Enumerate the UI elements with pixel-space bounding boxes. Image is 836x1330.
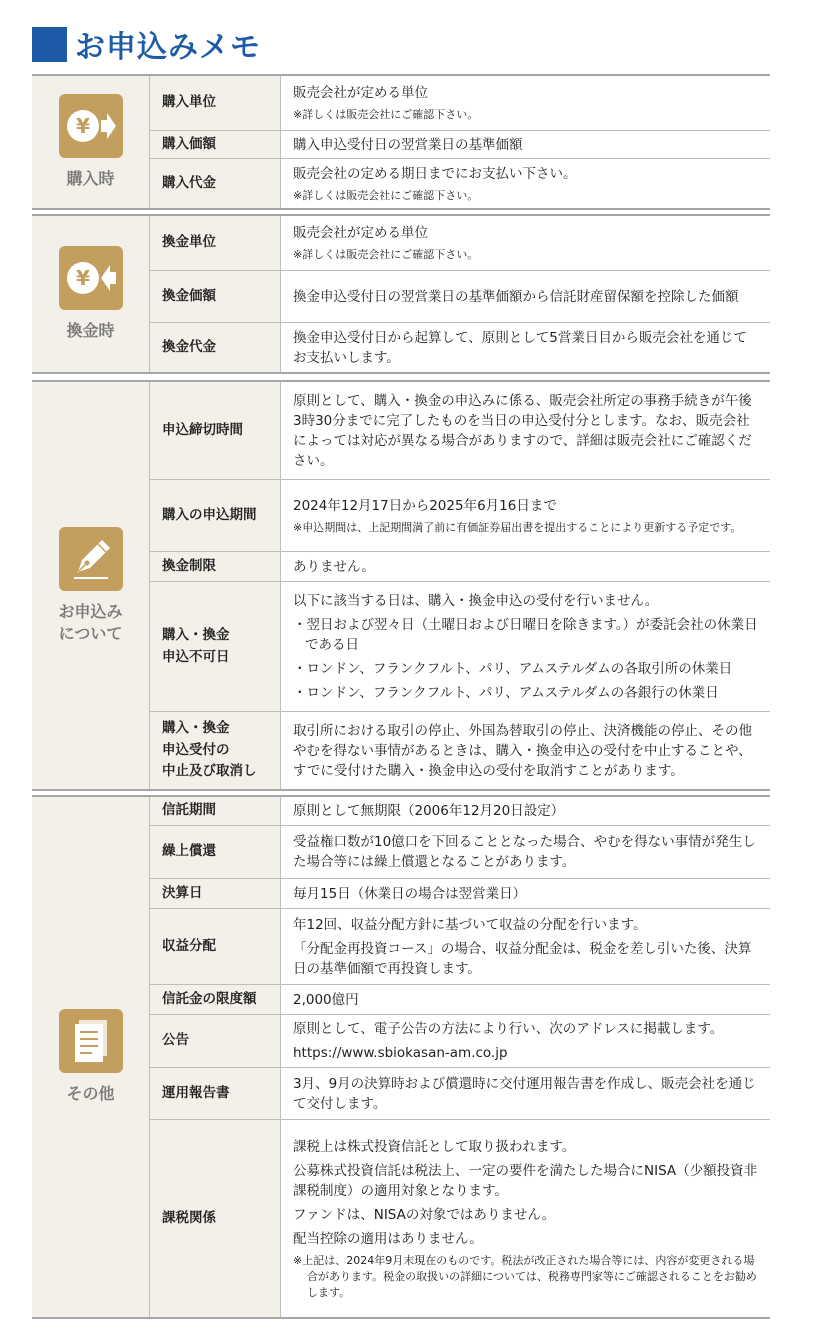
svg-text:¥: ¥ (75, 114, 90, 139)
row-text: 公募株式投資信託は税法上、一定の要件を満たした場合にNISA（少額投資非課税制度）の適用対象となります。 (293, 1162, 758, 1199)
row-text: 原則として、電子公告の方法により行い、次のアドレスに掲載します。 (293, 1021, 724, 1037)
page-title: お申込みメモ (75, 30, 261, 65)
row-content (281, 826, 770, 878)
row-text: ・翌日および翌々日（土曜日および日曜日を除きます。）が委託会社の休業日である日 (293, 616, 758, 653)
table-row (150, 825, 770, 878)
row-content (281, 271, 770, 322)
section-header-cell (32, 216, 150, 372)
memo-section (32, 214, 770, 374)
row-label: 申込締切時間 (150, 382, 281, 479)
row-text: 3月、9月の決算時および償還時に交付運用報告書を作成し、販売会社を通じて交付します。 (293, 1075, 756, 1112)
row-content (281, 323, 770, 372)
row-text: 年12回、収益分配方針に基づいて収益の分配を行います。 (293, 916, 647, 933)
row-text: 配当控除の適用はありません。 (293, 1230, 483, 1247)
row-content (281, 1120, 770, 1317)
table-row (150, 158, 770, 208)
row-label: 収益分配 (150, 909, 281, 984)
table-row (150, 908, 770, 984)
row-label: 換金代金 (150, 323, 281, 372)
row-content (281, 985, 770, 1014)
row-note: ※申込期間は、上記期間満了前に有価証券届出書を提出することにより更新する予定です。 (293, 520, 742, 534)
memo-section (32, 74, 770, 210)
table-row (150, 581, 770, 711)
row-text: 販売会社の定める期日までにお支払い下さい。 (293, 165, 577, 182)
row-content (281, 1068, 770, 1119)
row-label: 決算日 (150, 879, 281, 908)
yen-arrow-right-icon (59, 94, 123, 158)
table-row (150, 216, 770, 270)
table-row (150, 479, 770, 551)
row-content (281, 582, 770, 711)
table-row (150, 270, 770, 322)
table-row (150, 130, 770, 158)
row-content (281, 159, 770, 208)
title-square-mark (32, 27, 67, 62)
row-content (281, 480, 770, 551)
row-label: 購入の申込期間 (150, 480, 281, 551)
memo-section (32, 380, 770, 791)
row-label: 換金制限 (150, 552, 281, 581)
table-row (150, 76, 770, 130)
pen-nib-icon (59, 527, 123, 591)
row-label: 購入・換金 申込不可日 (150, 582, 281, 711)
section-header-cell (32, 797, 150, 1317)
section-label: 換金時 (66, 321, 115, 341)
row-content (281, 382, 770, 479)
row-content (281, 552, 770, 581)
row-text: 以下に該当する日は、購入・換金申込の受付を行いません。 (293, 592, 659, 609)
row-content (281, 909, 770, 984)
row-content (281, 216, 770, 270)
row-note: ※詳しくは販売会社にご確認下さい。 (293, 188, 479, 202)
row-content (281, 1015, 770, 1067)
row-text: 課税上は株式投資信託として取り扱われます。 (293, 1138, 576, 1155)
svg-text:¥: ¥ (75, 266, 90, 291)
table-row (150, 1067, 770, 1119)
yen-arrow-left-icon (59, 246, 123, 310)
row-content (281, 76, 770, 130)
row-text: 受益権口数が10億口を下回ることとなった場合、やむを得ない事情が発生した場合等には繰上償還となることがあります。 (293, 834, 756, 870)
row-content (281, 879, 770, 908)
section-label: お申込み について (58, 601, 123, 643)
row-label: 繰上償還 (150, 826, 281, 878)
page-header (32, 22, 261, 66)
row-text: https://www.sbiokasan-am.co.jp (293, 1045, 508, 1061)
table-row (150, 711, 770, 789)
table-row (150, 551, 770, 581)
table-row (150, 797, 770, 825)
row-label: 換金単位 (150, 216, 281, 270)
section-label: その他 (66, 1084, 115, 1104)
row-content (281, 797, 770, 825)
row-text: 毎月15日（休業日の場合は翌営業日） (293, 885, 527, 902)
row-label: 購入価額 (150, 131, 281, 158)
row-label: 購入・換金 申込受付の 中止及び取消し (150, 712, 281, 789)
row-text: 換金申込受付日の翌営業日の基準価額から信託財産留保額を控除した価額 (293, 288, 739, 305)
row-text: 換金申込受付日から起算して、原則として5営業日目から販売会社を通じてお支払いします。 (293, 329, 747, 366)
row-note: ※詳しくは販売会社にご確認下さい。 (293, 108, 479, 122)
row-content (281, 712, 770, 789)
row-text: ・ロンドン、フランクフルト、パリ、アムステルダムの各銀行の休業日 (293, 684, 719, 701)
row-text: 「分配金再投資コース」の場合、収益分配金は、税金を差し引いた後、決算日の基準価額で再投資します。 (293, 940, 752, 977)
table-row (150, 984, 770, 1014)
row-label: 信託金の限度額 (150, 985, 281, 1014)
row-note: ※上記は、2024年9月末現在のものです。税法が改正された場合等には、内容が変更される場合があります。税金の取扱いの詳細については、税務専門家等にご確認されることをお勧めします。 (293, 1253, 757, 1299)
row-text: 原則として無期限（2006年12月20日設定） (293, 803, 565, 819)
row-label: 換金価額 (150, 271, 281, 322)
row-text: 原則として、購入・換金の申込みに係る、販売会社所定の事務手続きが午後3時30分までに完了したものを当日の申込受付分とします。なお、販売会社によっては対応が異なる場合がありますので、詳細は販売会社にご確認ください。 (293, 392, 752, 469)
row-text: 2,000億円 (293, 991, 359, 1008)
row-label: 信託期間 (150, 797, 281, 825)
row-text: 取引所における取引の停止、外国為替取引の停止、決済機能の停止、その他やむを得ない事情があるときは、購入・換金申込の受付を中止することや、すでに受付けた購入・換金申込の受付を取消すことがあります。 (293, 722, 752, 779)
row-text: ・ロンドン、フランクフルト、パリ、アムステルダムの各取引所の休業日 (293, 660, 733, 677)
document-icon (59, 1009, 123, 1073)
table-row (150, 1119, 770, 1317)
row-label: 運用報告書 (150, 1068, 281, 1119)
row-label: 公告 (150, 1015, 281, 1067)
table-row (150, 382, 770, 479)
row-label: 購入単位 (150, 76, 281, 130)
row-text: ありません。 (293, 558, 375, 575)
row-label: 購入代金 (150, 159, 281, 208)
table-row (150, 1014, 770, 1067)
row-label: 課税関係 (150, 1120, 281, 1317)
row-text: 販売会社が定める単位 (293, 225, 428, 241)
section-header-cell (32, 76, 150, 208)
row-content (281, 131, 770, 158)
row-text: ファンドは、NISAの対象ではありません。 (293, 1206, 556, 1223)
memo-section (32, 795, 770, 1319)
row-text: 購入申込受付日の翌営業日の基準価額 (293, 136, 523, 153)
section-label: 購入時 (66, 169, 115, 189)
section-header-cell (32, 382, 150, 789)
table-row (150, 878, 770, 908)
row-text: 2024年12月17日から2025年6月16日まで (293, 497, 557, 514)
row-note: ※詳しくは販売会社にご確認下さい。 (293, 248, 479, 261)
row-text: 販売会社が定める単位 (293, 85, 428, 102)
table-row (150, 322, 770, 372)
